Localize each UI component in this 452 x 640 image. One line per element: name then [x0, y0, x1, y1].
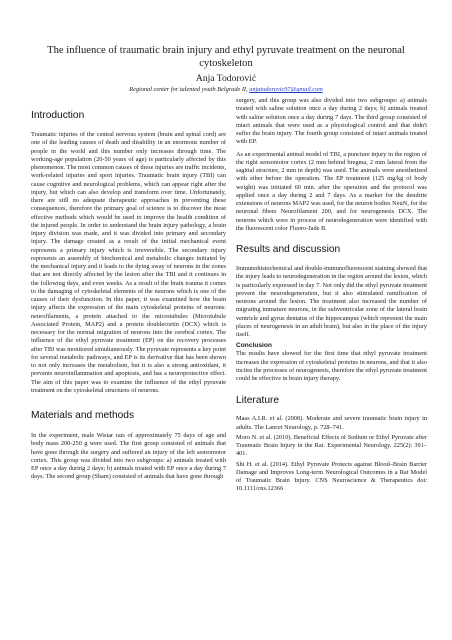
results-heading: Results and discussion: [236, 244, 341, 255]
affiliation: Regional center for talented youth Belgrade II,: [129, 86, 248, 93]
right-column: [236, 97, 427, 494]
author-email-link[interactable]: anjatodorovic97@gmail.com: [249, 86, 323, 93]
conclusion-text: The results have showed for the first time that ethyl pyruvate treatment increases the expression of cytoskeletal proteins in neurons, and that it also incites the processes of neurogenesis, therefore the ethyl pyruvate treatment could be effective in brain injury therapy.: [236, 350, 427, 382]
methods-heading: Materials and methods: [31, 410, 135, 421]
introduction-text: Traumatic injuries of the central nervous system (brain and spinal cord) are one of the leading causes of death and disability in an enormous number of people in the world and this number only increases through time. The working-age population (20-50 years of age) is particularly affected by this phenomenon. The most common causes of these injuries are traffic incidents, work-related injuries and sport injuries. Traumatic brain injury (TBI) can cause cognitive and neurological problems, which can appear right after the injury, but which can also develop and transform over time. Unfortunately, there are still no adequate therapeutic approaches in preventing these consequences, therefore the primary goal of science is to discover the most effective methods which would be used to improve the health condition of the injured people. In order to understand the brain injury pathology, a brain injury division was made, and it was divided into primary and secondary injury. The damage created as a result of the initial mechanical event represents a primary injury which is irreversible. The secondary injury represents an assembly of biochemical and metabolic changes initiated by the mechanical injury and it leads to the dying away of neurons in the zones that are not directly affected by the lesion after the TBI and it continues in the following days, and even weeks. As a result of the brain trauma it comes to the damaging of cytoskeletal elements of the neurons which is one of the causes of their dysfunction. In this paper, it was examined how the brain injury affects the expression of the main cytoskeletal proteins of neurons: neurofilaments, a protein attached to the microtubules (Microtubule Associated Protein, MAP2) and a protein doublecortin (DCX) which is necessary for the normal migration of neurons into the cerebral cortex. The influence of the ethyl pyruvate treatment (EP) on the recovery processes after TBI was monitored simultaneously. The pyruvate represents a key point for several metabolic pathways, and EP is its derivative that has been shown to not only increases the metabolism, but it is also a strong antioxidant, it prevents neuroinflammation and apoptosis, and has a neuroprotective effect. The aim of this paper was to examine the influence of the ethyl pyruvate treatment on the cytoskeletal structures of neurons.: [31, 131, 226, 394]
methods-text: In the experiment, male Wistar rats of approximately 75 days of age and body mass 200-250 g were used. The first group consisted of animals that have gone through the surgery and suffered an injury of the left sensomotor cortex. This group was divided into two subgroups: a) animals treated with EP once a day during 2 days; b) animals treated with EP once a day during 7 days. The second group (Sham) consisted of animals that have gone through: [31, 432, 226, 481]
left-column: [31, 97, 226, 482]
results-text: Immunohistochemical and double-immunofluorescent staining showed that the injury leads to neurodegeneration in the region around the lesion, which is particularly expressed in day 7. Not only did the ethyl pyruvate treatment prevent the neurodegeneration, but it also stimulated ramification of neurons around the lesion. The treatment also increased the number of migrating immature neurons, in the subventricular zone of the lateral brain ventricle and gyrus dentatus of the hippocampus (which represent the main places of neurogenesis in an adult brain), but also in the place of the injury itself.: [236, 265, 427, 338]
paper-title: The influence of traumatic brain injury and ethyl pyruvate treatment on the neuronal cytoskeleton: [47, 45, 405, 69]
reference-item: Shi H. et al. (2014). Ethyl Pyruvate Protects against Blood–Brain Barrier Damage and Improves Long-term Neurological Outcomes in a Rat Model of Traumatic Brain Injury. CNS Neuroscience & Therapeutics doi: 10.1111/cns.12366: [236, 460, 427, 493]
methods-continued-text: surgery, and this group was also divided into two subgroups: a) animals treated with saline solution once a day during 2 days; b) animals treated with saline solution once a day during 7 days. The third group consisted of intact animals that were used as a physiological control and that didn't suffer the brain injury. The fourth group consisted of intact animals treated with EP.: [236, 97, 427, 146]
reference-item: Moro N. et al. (2010). Beneficial Effects of Sodium or Ethyl Pyruvate after Traumatic Brain Injury in the Rat. Experimental Neurology. 225(2): 391–401.: [236, 433, 427, 458]
literature-heading: Literature: [236, 395, 280, 407]
affiliation-line: [0, 86, 452, 94]
author-name: Anja Todorović: [195, 73, 257, 84]
reference-item: Maas A.I.R. et al. (2008). Moderate and severe traumatic brain injury in adults. The Lancet Neurology, p. 728–741.: [236, 415, 427, 431]
methods-text-2: As an experimental animal model of TBI, a puncture injury in the region of the right sensomotor cortex (2 mm behind bregma, 2 mm lateral from the sagittal structure, 2 mm in depth) was used. The animals were anesthetized with ether before the operation. The EP treatment (125 mg/kg of body weight) was initiated 60 min. after the operation and the protocol was applied once a day during 2 and 7 days. As a marker for the dendrite extensions of neurons MAP2 was used, for the neuron bodies NeuN, for the neuronal fibers Neurofilament 200, and for neurogenesis DCX. The neurons which were in process of neurodegeneration were identified with the fluorescent color Fluoro-Jade B.: [236, 150, 427, 232]
conclusion-heading: Conclusion: [236, 342, 272, 350]
introduction-heading: Introduction: [31, 110, 85, 121]
